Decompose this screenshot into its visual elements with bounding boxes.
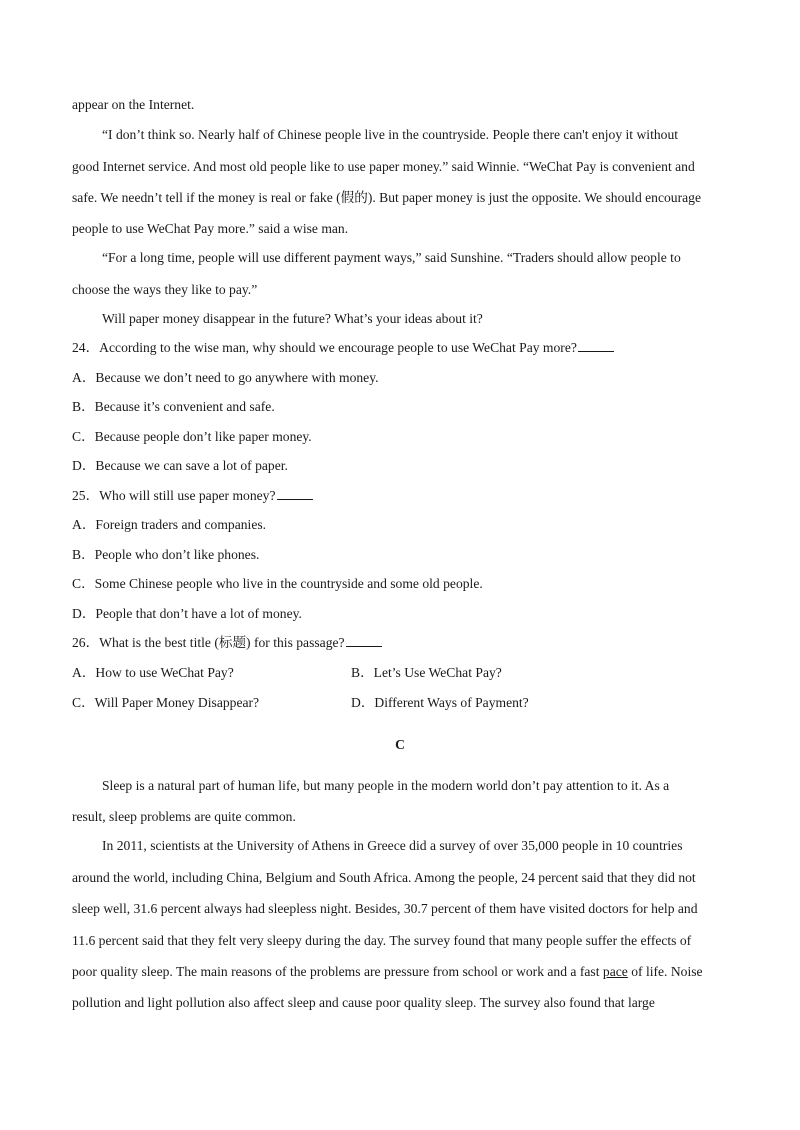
paragraph-line: In 2011, scientists at the University of Athens in Greece did a survey of over 35,000 people in 10 countries xyxy=(102,838,683,853)
option-a[interactable]: A．Foreign traders and companies. xyxy=(72,517,267,532)
paragraph-line: people to use WeChat Pay more.” said a wise man. xyxy=(72,221,349,236)
paragraph-line: result, sleep problems are quite common. xyxy=(72,809,296,824)
question-stem: 25．Who will still use paper money? xyxy=(72,488,276,503)
underlined-word: pace xyxy=(602,964,628,979)
option-c[interactable]: C．Will Paper Money Disappear? xyxy=(72,695,260,710)
question-25 xyxy=(72,487,313,505)
paragraph-line: safe. We needn’t tell if the money is real or fake (假的). But paper money is just the opposite. We should encourage xyxy=(72,190,701,205)
paragraph-line: good Internet service. And most old people like to use paper money.” said Winnie. “WeChat Pay is convenient and xyxy=(72,159,695,174)
option-c[interactable]: C．Some Chinese people who live in the countryside and some old people. xyxy=(72,576,483,591)
paragraph-line: choose the ways they like to pay.” xyxy=(72,282,258,297)
option-d[interactable]: D．Because we can save a lot of paper. xyxy=(72,458,288,473)
option-b[interactable]: B．Because it’s convenient and safe. xyxy=(72,399,275,414)
option-c[interactable]: C．Because people don’t like paper money. xyxy=(72,429,312,444)
question-stem: 24．According to the wise man, why should we encourage people to use WeChat Pay more? xyxy=(72,340,577,355)
line-text: poor quality sleep. The main reasons of the problems are pressure from school or work and a fast xyxy=(72,964,600,979)
paragraph-line: sleep well, 31.6 percent always had sleepless night. Besides, 30.7 percent of them have visited doctors for help and xyxy=(72,901,698,916)
question-stem: 26．What is the best title (标题) for this passage? xyxy=(72,635,345,650)
option-d[interactable]: D．Different Ways of Payment? xyxy=(351,695,529,710)
paragraph-line xyxy=(72,963,703,981)
line-text: of life. Noise xyxy=(631,964,703,979)
paragraph-line: Sleep is a natural part of human life, but many people in the modern world don’t pay attention to it. As a xyxy=(102,778,670,793)
section-heading: C xyxy=(395,737,405,752)
answer-blank[interactable] xyxy=(346,634,382,647)
paragraph-line: pollution and light pollution also affect sleep and cause poor quality sleep. The survey also found that large xyxy=(72,995,655,1010)
paragraph-line: Will paper money disappear in the future? What’s your ideas about it? xyxy=(102,311,483,326)
option-d[interactable]: D．People that don’t have a lot of money. xyxy=(72,606,302,621)
option-b[interactable]: B．Let’s Use WeChat Pay? xyxy=(351,665,502,680)
paragraph-line: “For a long time, people will use different payment ways,” said Sunshine. “Traders should allow people to xyxy=(102,250,681,265)
answer-blank[interactable] xyxy=(277,487,313,500)
option-a[interactable]: A．Because we don’t need to go anywhere with money. xyxy=(72,370,379,385)
question-24 xyxy=(72,339,614,357)
paragraph-line: 11.6 percent said that they felt very sleepy during the day. The survey found that many people suffer the effects of xyxy=(72,933,692,948)
option-b[interactable]: B．People who don’t like phones. xyxy=(72,547,260,562)
paragraph-line: “I don’t think so. Nearly half of Chinese people live in the countryside. People there can't enjoy it without xyxy=(102,127,679,142)
question-26 xyxy=(72,634,382,652)
option-a[interactable]: A．How to use WeChat Pay? xyxy=(72,665,234,680)
paragraph-line: around the world, including China, Belgium and South Africa. Among the people, 24 percent said that they did not xyxy=(72,870,696,885)
paragraph-line: appear on the Internet. xyxy=(72,97,195,112)
answer-blank[interactable] xyxy=(578,339,614,352)
